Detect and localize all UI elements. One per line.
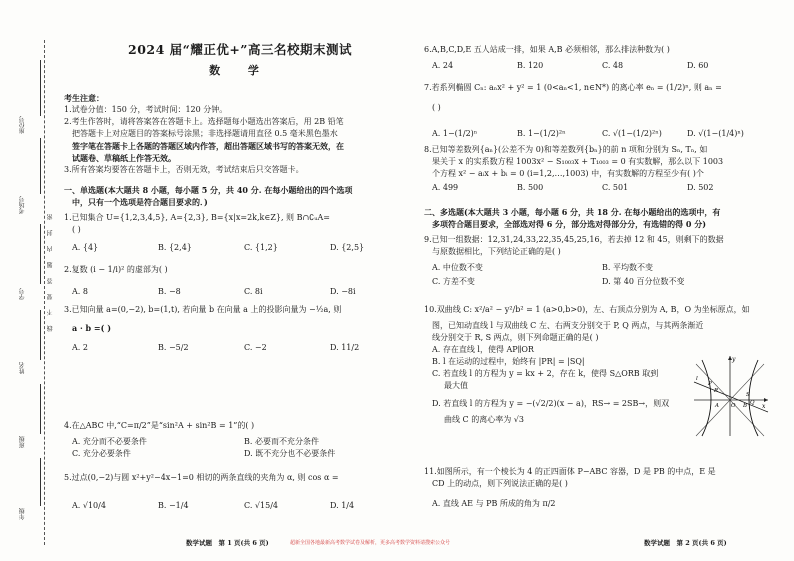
footer-note: 超新全国各地最新高考数学试卷及解析，更多高考数学资料请搜索公众号 [290, 540, 451, 546]
label-p: P [708, 381, 712, 387]
label-l: l [696, 376, 698, 382]
q9-option-b[interactable]: B. 平均数不变 [602, 263, 653, 272]
q9-option-d[interactable]: D. 第 40 百分位数不变 [602, 277, 685, 286]
room-blank[interactable] [40, 138, 41, 194]
x-axis-arrow [764, 398, 768, 402]
label-y: y [732, 356, 736, 363]
right-column [424, 0, 772, 561]
section1-heading [64, 184, 416, 208]
name-label: 姓名 [19, 362, 26, 374]
name-blank[interactable] [40, 310, 41, 360]
section2-heading [424, 206, 772, 230]
q1-option-c[interactable]: C. {1,2} [244, 243, 278, 252]
q11-line: 11.如图所示，有一个棱长为 4 的正四面体 P−ABC 容器，D 是 PB 的中点，E 是 [424, 467, 716, 476]
binding-margin [0, 0, 52, 561]
q1-option-b[interactable]: B. {2,4} [158, 243, 192, 252]
q7-option-c[interactable]: C. √(1−(1/2)²ⁿ) [602, 129, 662, 138]
q7-options [424, 128, 772, 140]
q3-option-d[interactable]: D. 11/2 [330, 343, 360, 352]
question-4 [64, 420, 416, 460]
q4-option-a[interactable]: A. 充分而不必要条件 [72, 437, 147, 446]
q5-option-c[interactable]: C. √15/4 [244, 501, 278, 510]
q5-option-b[interactable]: B. −1/4 [158, 501, 189, 510]
q10-option-b[interactable]: B. l 在运动的过程中，始终有 |PR| = |SQ| [432, 357, 585, 366]
notice-item: 把答题卡上对应题目的答案标号涂黑；非选择题请用直径 0.5 毫米黑色墨水 [72, 129, 338, 138]
seal-line [44, 40, 45, 545]
q1-option-a[interactable]: A. {4} [72, 243, 99, 252]
q6-option-d[interactable]: D. 60 [687, 61, 709, 70]
question-5 [64, 472, 416, 512]
q7-option-a[interactable]: A. 1−(1/2)ⁿ [432, 129, 478, 138]
q8-option-d[interactable]: D. 502 [687, 183, 714, 192]
q2-options [64, 286, 416, 298]
q8-option-c[interactable]: C. 501 [602, 183, 629, 192]
q6-option-b[interactable]: B. 120 [517, 61, 544, 70]
class-blank[interactable] [40, 384, 41, 434]
q5-options [64, 500, 416, 512]
q9-options-row1 [424, 262, 772, 274]
question-6 [424, 44, 772, 72]
grade-label: 年级 [19, 508, 26, 520]
exam-subject: 数 学 [209, 64, 271, 77]
class-label: 班级 [19, 436, 26, 448]
q11-line: CD 上的动点，则下列说法正确的是( ) [432, 479, 568, 488]
notice-item: 3.所有答案均要答在答题卡上，否则无效，考试结束后只交答题卡。 [64, 165, 304, 174]
room-label: 考场号 [19, 196, 26, 214]
notice-item: 签字笔在答题卡上各题的答题区域内作答，超出答题区域书写的答案无效，在 [72, 141, 344, 151]
q3-stem: a · b =( ) [72, 323, 111, 333]
q9-options-row2 [424, 276, 772, 288]
label-b: B [743, 403, 748, 409]
q1-option-d[interactable]: D. {2,5} [330, 243, 365, 252]
question-9 [424, 234, 772, 288]
footer-right: 数学试题 第 2 页(共 6 页) [644, 539, 727, 547]
notice-item: 试题卷、草稿纸上作答无效。 [72, 153, 176, 163]
q4-options-row1 [64, 436, 416, 448]
q6-option-c[interactable]: C. 48 [602, 61, 624, 70]
section1-heading-line: 中，只有一个选项是符合题目要求的．) [72, 197, 208, 207]
q8-line: 个方程 x² − aᵢx + bᵢ = 0 (i=1,2,…,1003) 中，有实数解的方程至少有( )个 [432, 169, 704, 178]
label-r: R [714, 388, 719, 394]
q10-line: 图，已知动直线 l 与双曲线 C 左、右两支分别交于 P, Q 两点，与其两条渐近 [432, 321, 704, 330]
q4-option-d[interactable]: D. 既不充分也不必要条件 [244, 449, 336, 458]
question-7 [424, 82, 772, 140]
q10-option-a[interactable]: A. 存在直线 l，使得 AP∥OR [432, 345, 534, 354]
q2-option-d[interactable]: D. −8i [330, 287, 356, 296]
q7-option-d[interactable]: D. √(1−(1/4)ⁿ) [687, 129, 744, 138]
q9-line: 与原数据相比，下列结论正确的是( ) [432, 247, 561, 256]
seat-label: 座位号 [19, 116, 26, 134]
q3-options [64, 342, 416, 354]
q8-options [424, 182, 772, 194]
q4-option-b[interactable]: B. 必要而不充分条件 [244, 437, 319, 446]
q6-options [424, 60, 772, 72]
notice-item: 1.试卷分值：150 分，考试时间：120 分钟。 [64, 105, 228, 114]
q9-option-a[interactable]: A. 中位数不变 [432, 263, 483, 272]
question-3 [64, 304, 416, 354]
q1-options [64, 242, 416, 254]
q3-option-b[interactable]: B. −5/2 [158, 343, 189, 352]
label-x: x [762, 403, 766, 410]
section1-heading-line: 一、单选题(本大题共 8 小题，每小题 5 分，共 40 分. 在每小题给出的四个选项 [64, 185, 353, 195]
left-column [64, 0, 416, 561]
q3-option-c[interactable]: C. −2 [244, 343, 267, 352]
label-a: A [715, 403, 719, 409]
q10-line: 线分别交于 R, S 两点，则下列命题正确的是( ) [432, 333, 599, 342]
binding-warning: 线 不 要 答 题 内 封 密 [47, 210, 54, 332]
id-label: 学号 [19, 288, 26, 300]
q6-stem: 6.A,B,C,D,E 五人站成一排，如果 A,B 必须相邻，那么排法种数为( ) [424, 45, 670, 54]
hyperbola-figure [690, 352, 770, 438]
q4-options-row2 [64, 448, 416, 460]
q3-option-a[interactable]: A. 2 [72, 343, 88, 352]
label-o: O [731, 403, 736, 409]
q1-stem: 1.已知集合 U={1,2,3,4,5}, A={2,3}, B={x|x=2k,k∈Z}, 则 B∩∁ᵤA= [64, 213, 330, 222]
q7-stem: 7.若系列椭圆 Cₙ: aₙx² + y² = 1 (0<aₙ<1, n∈N*) 的离心率 eₙ = (1/2)ⁿ, 则 aₙ = [424, 83, 722, 92]
q10-option-d[interactable]: D. 若直线 l 的方程为 y = −(√2/2)(x − a)，RS→ = 2SB→，则双 [432, 399, 670, 408]
section2-heading-line: 二、多选题(本大题共 3 小题，每小题 6 分，共 18 分. 在每小题给出的选项中，有 [424, 207, 721, 217]
q8-option-a[interactable]: A. 499 [432, 183, 459, 192]
q6-option-a[interactable]: A. 24 [432, 61, 454, 70]
q8-option-b[interactable]: B. 500 [517, 183, 544, 192]
id-blank[interactable] [40, 224, 41, 284]
q5-option-a[interactable]: A. √10/4 [72, 501, 106, 510]
q11-option-a[interactable]: A. 直线 AE 与 PB 所成的角为 π/2 [432, 499, 556, 508]
label-s: S [746, 392, 750, 398]
notice-block [64, 92, 416, 176]
q7-option-b[interactable]: B. 1−(1/2)²ⁿ [517, 129, 566, 138]
q8-line: 果关于 x 的实系数方程 1003x² − S₁₀₀₃x + T₁₀₀₃ = 0 有实数解，那么以下 1003 [432, 157, 724, 166]
q4-option-c[interactable]: C. 充分必要条件 [72, 449, 131, 458]
q9-line: 9.已知一组数据：12,31,24,33,22,35,45,25,16，若去掉 12 和 45，则剩下的数据 [424, 235, 724, 244]
q2-option-c[interactable]: C. 8i [244, 287, 263, 296]
q10-line: 10.双曲线 C: x²/a² − y²/b² = 1 (a>0,b>0)，左、右顶点分别为 A, B，O 为坐标原点，如 [424, 305, 750, 314]
q5-stem: 5.过点(0,−2)与圆 x²+y²−4x−1=0 相切的两条直线的夹角为 α, 则 cos α = [64, 473, 339, 482]
q9-option-c[interactable]: C. 方差不变 [432, 277, 475, 286]
q4-stem: 4.在△ABC 中,“C=π/2”是“sin²A + sin²B = 1”的( ) [64, 421, 255, 430]
notice-heading: 考生注意： [64, 93, 104, 103]
q10-option-c-cont: 最大值 [444, 381, 468, 390]
q2-option-b[interactable]: B. −8 [158, 287, 181, 296]
q10-option-c[interactable]: C. 若直线 l 的方程为 y = kx + 2，存在 k，使得 S△ORB 取到 [432, 369, 659, 378]
q7-stem: ( ) [432, 103, 441, 112]
label-q: Q [750, 400, 755, 406]
section2-heading-line: 多项符合题目要求，全部选对得 6 分，部分选对得部分分，有选错的得 0 分) [432, 219, 707, 229]
notice-item: 2.考生作答时，请将答案答在答题卡上。选择题每小题选出答案后，用 2B 铅笔 [64, 117, 344, 126]
q2-option-a[interactable]: A. 8 [72, 287, 88, 296]
question-11 [424, 466, 772, 510]
q1-stem: ( ) [72, 225, 81, 234]
footer-left: 数学试题 第 1 页(共 6 页) [186, 539, 269, 547]
q8-line: 8.已知等差数列{aₙ}(公差不为 0)和等差数列{bₙ}的前 n 项和分别为 Sₙ, Tₙ, 如 [424, 145, 708, 154]
q3-stem: 3.已知向量 a=(0,−2), b=(1,t), 若向量 b 在向量 a 上的投影向量为 −½a, 则 [64, 305, 342, 314]
seat-blank[interactable] [40, 60, 41, 116]
q5-option-d[interactable]: D. 1/4 [330, 501, 355, 510]
exam-title: 2024 届“耀正优+”高三名校期末测试 [128, 42, 352, 57]
question-8 [424, 144, 772, 194]
question-2 [64, 264, 416, 298]
q2-stem: 2.复数 (i − 1/i)² 的虚部为( ) [64, 265, 168, 274]
grade-blank[interactable] [40, 458, 41, 506]
q10-option-d-cont: 曲线 C 的离心率为 √3 [444, 415, 524, 424]
question-1 [64, 212, 416, 254]
